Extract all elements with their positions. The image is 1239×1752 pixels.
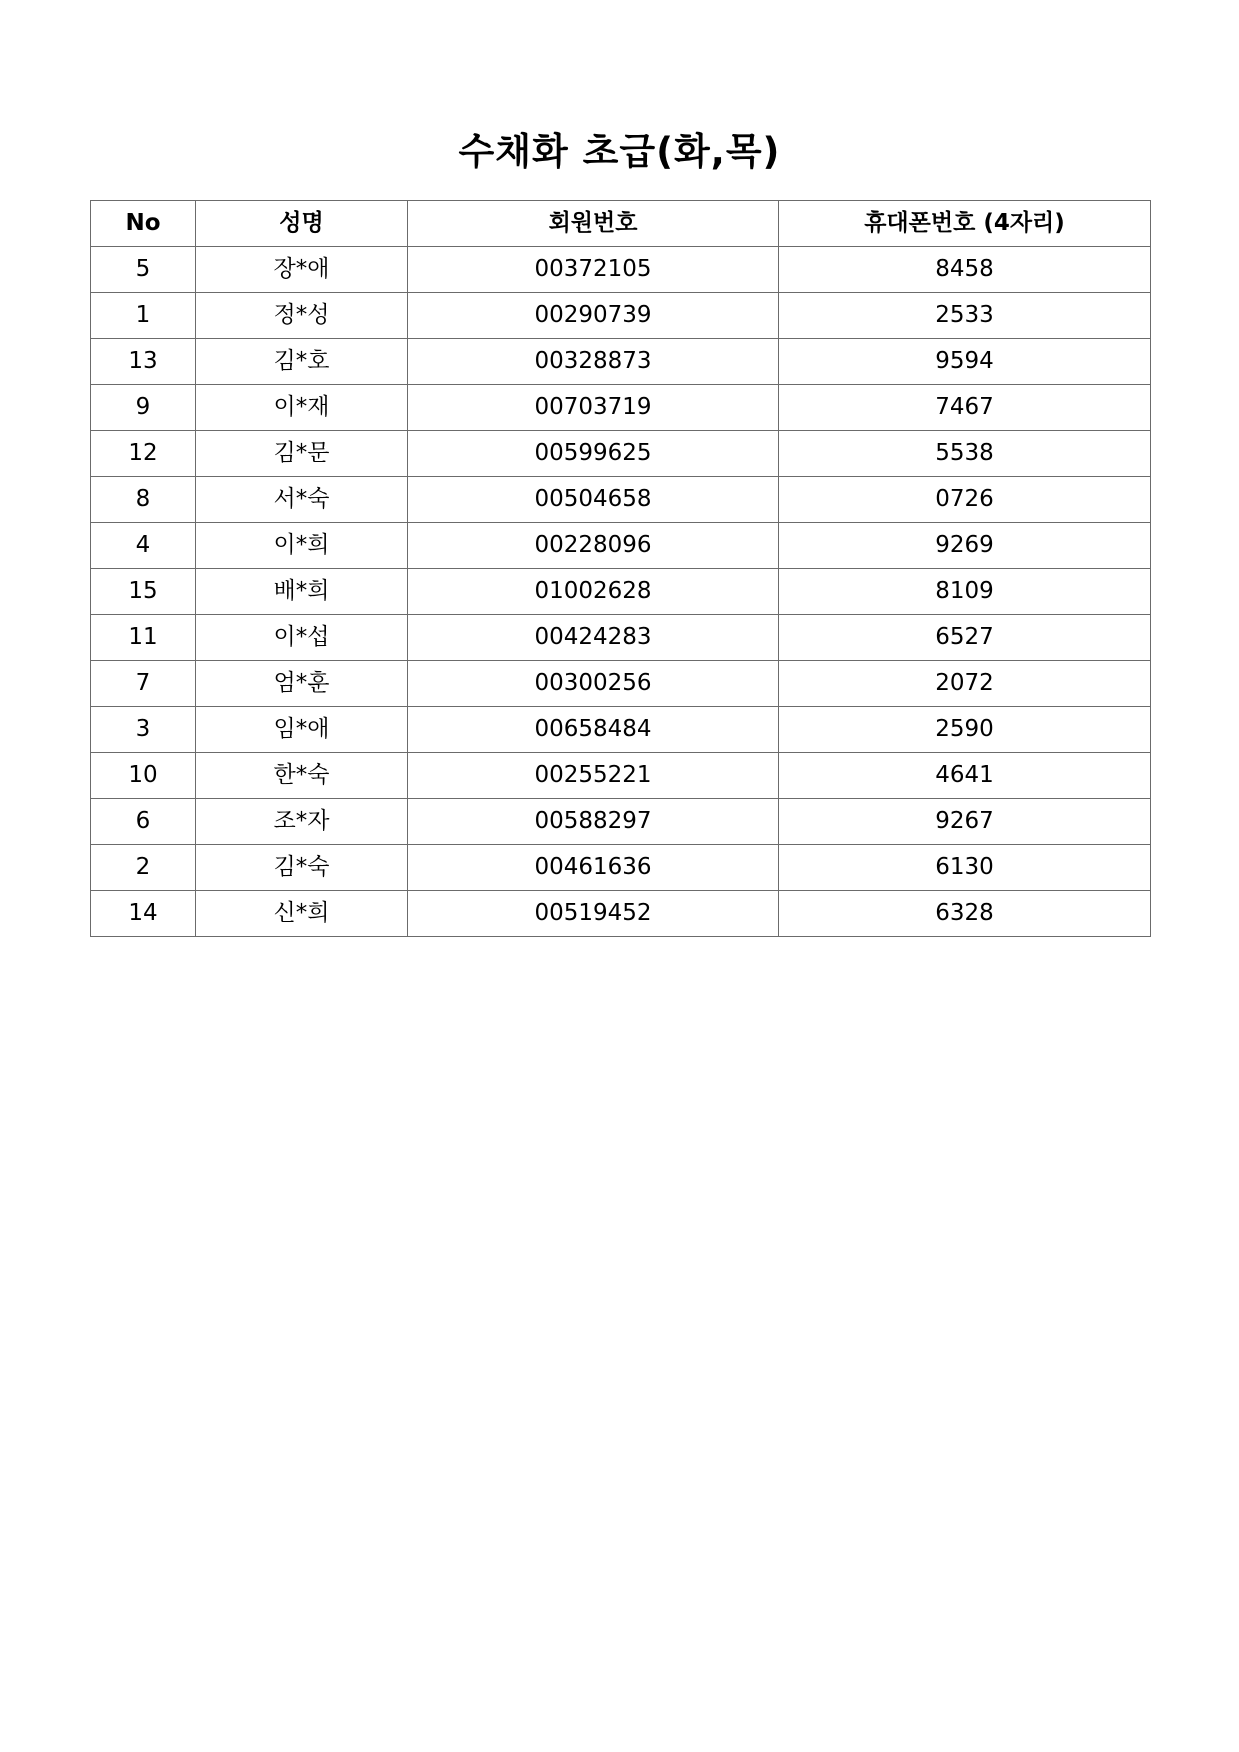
cell-member-number: 00588297 [408,799,779,845]
cell-phone-last4: 9594 [779,339,1151,385]
cell-member-number: 00519452 [408,891,779,937]
cell-phone-last4: 6130 [779,845,1151,891]
header-name: 성명 [196,201,408,247]
table-row [91,799,1151,845]
cell-name: 김*문 [196,431,408,477]
cell-no: 10 [91,753,196,799]
table-row [91,615,1151,661]
cell-member-number: 00703719 [408,385,779,431]
table-row [91,477,1151,523]
table-row [91,293,1151,339]
cell-no: 5 [91,247,196,293]
cell-member-number: 00504658 [408,477,779,523]
cell-member-number: 00300256 [408,661,779,707]
cell-member-number: 00599625 [408,431,779,477]
cell-phone-last4: 2072 [779,661,1151,707]
cell-phone-last4: 2533 [779,293,1151,339]
cell-phone-last4: 6527 [779,615,1151,661]
table-row [91,431,1151,477]
cell-phone-last4: 9267 [779,799,1151,845]
cell-no: 13 [91,339,196,385]
page-title: 수채화 초급(화,목) [458,130,781,173]
cell-name: 엄*훈 [196,661,408,707]
cell-phone-last4: 9269 [779,523,1151,569]
cell-no: 9 [91,385,196,431]
cell-member-number: 00328873 [408,339,779,385]
cell-name: 이*섭 [196,615,408,661]
cell-no: 6 [91,799,196,845]
table-header-row [91,201,1151,247]
cell-member-number: 00658484 [408,707,779,753]
cell-no: 8 [91,477,196,523]
cell-name: 김*숙 [196,845,408,891]
cell-no: 2 [91,845,196,891]
cell-name: 이*재 [196,385,408,431]
cell-no: 4 [91,523,196,569]
cell-member-number: 00290739 [408,293,779,339]
table-row [91,339,1151,385]
header-no: No [91,201,196,247]
table-row [91,845,1151,891]
cell-phone-last4: 5538 [779,431,1151,477]
cell-no: 1 [91,293,196,339]
header-member-number: 회원번호 [408,201,779,247]
cell-name: 임*애 [196,707,408,753]
cell-phone-last4: 8458 [779,247,1151,293]
cell-name: 신*희 [196,891,408,937]
cell-no: 14 [91,891,196,937]
cell-name: 조*자 [196,799,408,845]
table-row [91,523,1151,569]
cell-member-number: 00372105 [408,247,779,293]
cell-name: 이*희 [196,523,408,569]
header-phone-last4: 휴대폰번호 (4자리) [779,201,1151,247]
cell-no: 3 [91,707,196,753]
cell-phone-last4: 4641 [779,753,1151,799]
cell-member-number: 01002628 [408,569,779,615]
cell-no: 11 [91,615,196,661]
cell-member-number: 00461636 [408,845,779,891]
cell-phone-last4: 0726 [779,477,1151,523]
table-row [91,661,1151,707]
cell-name: 김*호 [196,339,408,385]
cell-no: 7 [91,661,196,707]
cell-member-number: 00424283 [408,615,779,661]
cell-phone-last4: 2590 [779,707,1151,753]
cell-phone-last4: 6328 [779,891,1151,937]
table-row [91,891,1151,937]
cell-no: 15 [91,569,196,615]
cell-name: 서*숙 [196,477,408,523]
table-row [91,753,1151,799]
cell-member-number: 00255221 [408,753,779,799]
table-row [91,569,1151,615]
table-row [91,707,1151,753]
cell-name: 한*숙 [196,753,408,799]
member-table [90,200,1151,937]
cell-name: 장*애 [196,247,408,293]
cell-no: 12 [91,431,196,477]
cell-phone-last4: 8109 [779,569,1151,615]
table-body [91,247,1151,937]
table-row [91,247,1151,293]
cell-member-number: 00228096 [408,523,779,569]
cell-name: 배*희 [196,569,408,615]
cell-phone-last4: 7467 [779,385,1151,431]
cell-name: 정*성 [196,293,408,339]
table-row [91,385,1151,431]
